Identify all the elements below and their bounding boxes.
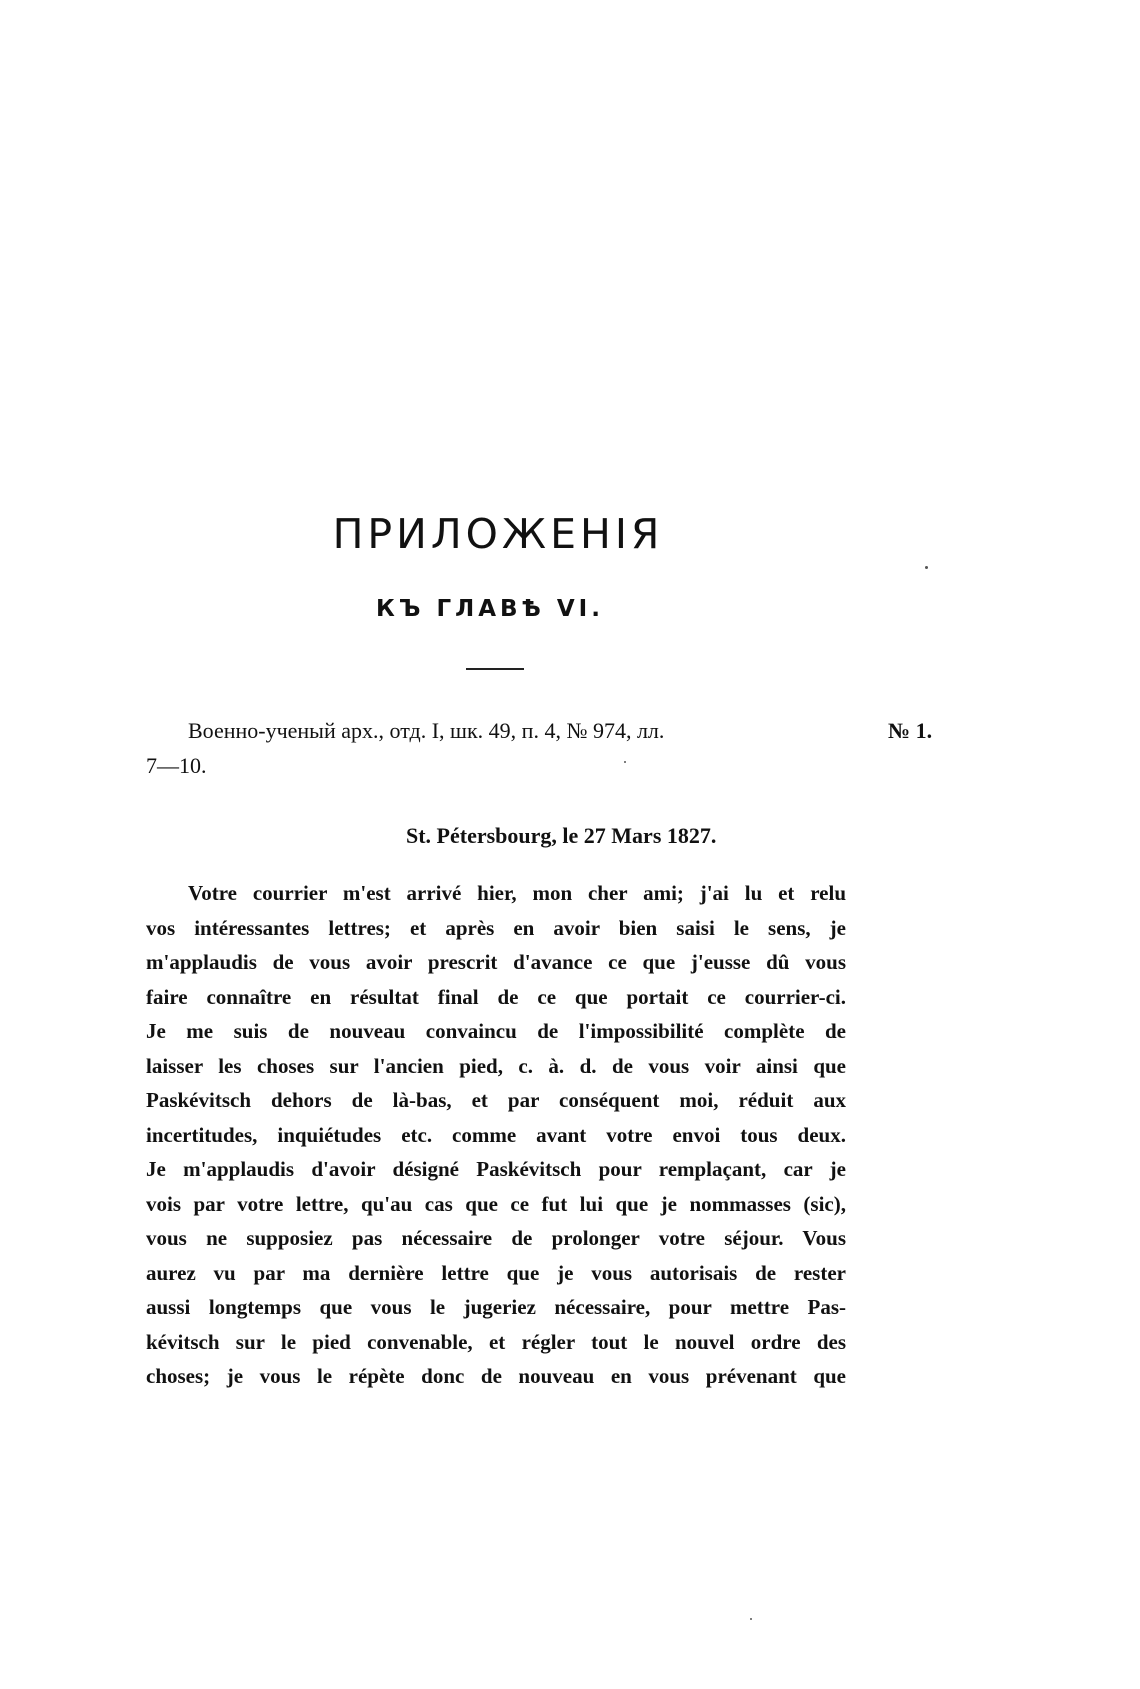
text-line: Je me suis de nouveau convaincu de l'impossibilité complète de: [146, 1019, 846, 1043]
archive-reference-line: 7—10.: [146, 753, 207, 778]
text-line: choses; je vous le répète donc de nouveau en vous prévenant que: [146, 1364, 846, 1388]
text-line: laisser les choses sur l'ancien pied, c. à. d. de vous voir ainsi que: [146, 1053, 846, 1078]
archive-reference: [146, 713, 826, 783]
text-line: Je m'applaudis d'avoir désigné Paskévitsch pour remplaçant, car je: [146, 1157, 846, 1181]
scan-speck: [925, 566, 928, 569]
scan-speck: [624, 761, 626, 763]
text-line: aussi longtemps que vous le jugeriez nécessaire, pour mettre Pas-: [146, 1295, 846, 1319]
text-line: Votre courrier m'est arrivé hier, mon cher ami; j'ai lu et relu: [188, 881, 846, 905]
text-line: faire connaître en résultat final de ce que portait ce courrier-ci.: [146, 984, 846, 1009]
scan-speck: [750, 1618, 752, 1620]
chapter-subtitle: КЪ ГЛАВѢ VI.: [376, 596, 604, 622]
section-divider: [466, 668, 524, 670]
document-number: № 1.: [888, 718, 933, 743]
text-line: Paskévitsch dehors de là-bas, et par conséquent moi, réduit aux: [146, 1088, 846, 1112]
text-line: m'applaudis de vous avoir prescrit d'avance ce que j'eusse dû vous: [146, 950, 846, 974]
archive-reference-line: Военно-ученый арх., отд. I, шк. 49, п. 4, № 974, лл.: [188, 718, 665, 743]
page-title: ПРИЛОЖЕНІЯ: [332, 510, 664, 558]
letter-body: [146, 876, 846, 1394]
text-line: aurez vu par ma dernière lettre que je vous autorisais de rester: [146, 1260, 846, 1285]
letter-dateline: St. Pétersbourg, le 27 Mars 1827.: [406, 823, 717, 848]
text-line: vous ne supposiez pas nécessaire de prolonger votre séjour. Vous: [146, 1226, 846, 1250]
text-line: incertitudes, inquiétudes etc. comme avant votre envoi tous deux.: [146, 1122, 846, 1147]
text-line: vois par votre lettre, qu'au cas que ce fut lui que je nommasses (sic),: [146, 1191, 846, 1216]
text-line: kévitsch sur le pied convenable, et régler tout le nouvel ordre des: [146, 1329, 846, 1354]
text-line: vos intéressantes lettres; et après en avoir bien saisi le sens, je: [146, 915, 846, 940]
